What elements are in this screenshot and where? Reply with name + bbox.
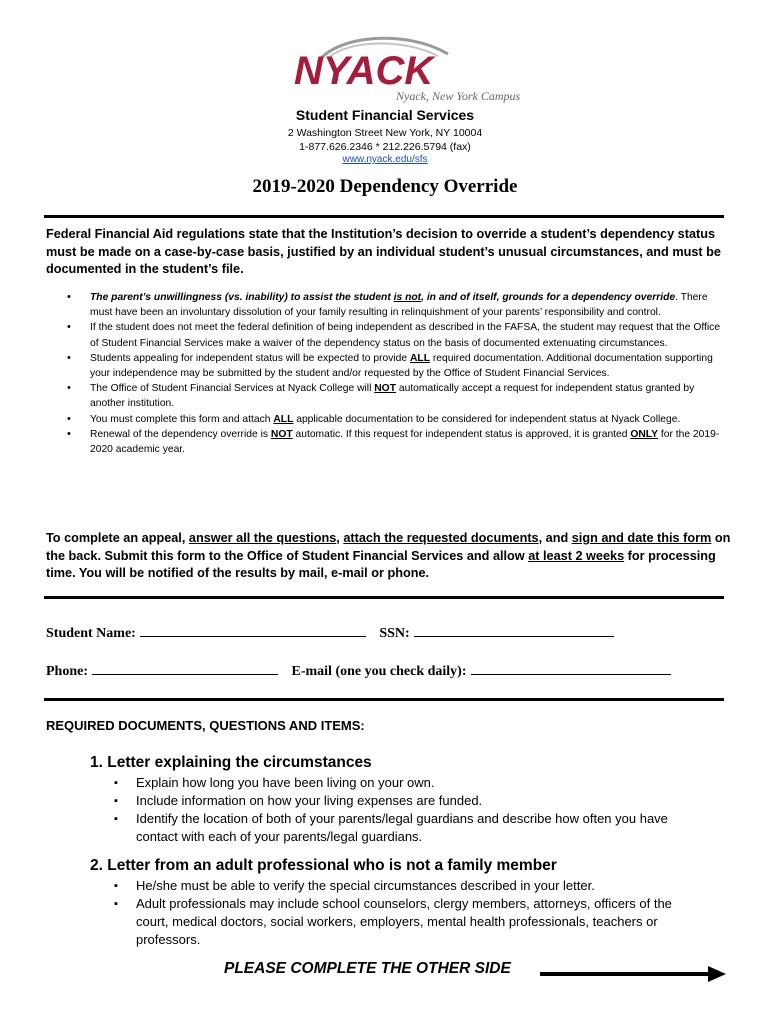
list-item: ▪ Identify the location of both of your parents/legal guardians and describe how often you have contact with each of your parents/legal guardians. xyxy=(114,810,684,846)
list-item: • Students appealing for independent status will be expected to provide ALL required documentation. Additional documentation supporting your independence may be submitted by the student and/or requested by the Office of Student Financial Services. xyxy=(60,351,730,381)
page-title: 2019-2020 Dependency Override xyxy=(252,176,518,197)
logo-campus: Nyack, New York Campus xyxy=(396,89,521,103)
phone-email-row xyxy=(46,662,671,680)
name-ssn-row xyxy=(46,624,614,642)
list-item: • Renewal of the dependency override is NOT automatic. If this request for independent status is approved, it is granted ONLY for the 2019-2020 academic year. xyxy=(60,427,730,457)
nyack-logo xyxy=(288,32,521,104)
section-1-list xyxy=(114,774,684,846)
list-item: ▪ He/she must be able to verify the special circumstances described in your letter. xyxy=(114,877,684,895)
student-name-field[interactable] xyxy=(140,624,366,637)
list-item: • The parent’s unwillingness (vs. inability) to assist the student is not, in and of itself, grounds for a dependency override. There must have been an involuntary dissolution of your family resulting in relinquishment of your parents’ responsibility and control. xyxy=(60,290,730,320)
student-name-label: Student Name: xyxy=(46,626,136,641)
section-2-list xyxy=(114,877,684,949)
required-heading: REQUIRED DOCUMENTS, QUESTIONS AND ITEMS: xyxy=(46,718,365,733)
website-link[interactable]: www.nyack.edu/sfs xyxy=(342,154,428,165)
address-line: 2 Washington Street New York, NY 10004 xyxy=(287,127,483,139)
list-item: ▪ Explain how long you have been living on your own. xyxy=(114,774,684,792)
list-item: ▪ Include information on how your living expenses are funded. xyxy=(114,792,684,810)
divider xyxy=(44,698,724,701)
policy-list xyxy=(60,290,730,457)
arrow-right-icon xyxy=(540,966,726,982)
logo-wordmark: NYACK xyxy=(294,49,434,93)
section-2-title: 2. Letter from an adult professional who is not a family member xyxy=(90,857,557,874)
ssn-field[interactable] xyxy=(414,624,614,637)
intro-paragraph: Federal Financial Aid regulations state that the Institution’s decision to override a student’s dependency status must be made on a case-by-case basis, justified by an individual student’s unusual circumstances, and must be documented in the student’s file. xyxy=(46,227,721,276)
address-block xyxy=(0,126,770,154)
divider xyxy=(44,596,724,599)
list-item: • You must complete this form and attach ALL applicable documentation to be considered for independent status at Nyack College. xyxy=(60,412,730,427)
phone-field[interactable] xyxy=(92,662,278,675)
footer-note: PLEASE COMPLETE THE OTHER SIDE xyxy=(224,960,511,977)
email-field[interactable] xyxy=(471,662,671,675)
section-1-title: 1. Letter explaining the circumstances xyxy=(90,754,372,771)
list-item: ▪ Adult professionals may include school counselors, clergy members, attorneys, officers of the court, medical doctors, social workers, employers, mental health professionals, teachers or professors. xyxy=(114,895,684,949)
appeal-instructions: To complete an appeal, answer all the questions, attach the requested documents, and sign and date this form on the back. Submit this form to the Office of Student Financial Services and allow at least 2 weeks for processing time. You will be notified of the results by mail, e-mail or phone. xyxy=(46,531,731,580)
divider xyxy=(44,215,724,218)
email-label: E-mail (one you check daily): xyxy=(291,664,467,679)
phone-line: 1-877.626.2346 * 212.226.5794 (fax) xyxy=(299,141,471,153)
phone-label: Phone: xyxy=(46,664,88,679)
department-name: Student Financial Services xyxy=(295,107,475,123)
ssn-label: SSN: xyxy=(379,626,410,641)
list-item: • The Office of Student Financial Services at Nyack College will NOT automatically accept a request for independent status granted by another institution. xyxy=(60,381,730,411)
list-item: • If the student does not meet the federal definition of being independent as described in the FAFSA, the student may request that the Office of Student Financial Services make a waiver of the dependency status on the basis of documented extenuating circumstances. xyxy=(60,320,730,350)
